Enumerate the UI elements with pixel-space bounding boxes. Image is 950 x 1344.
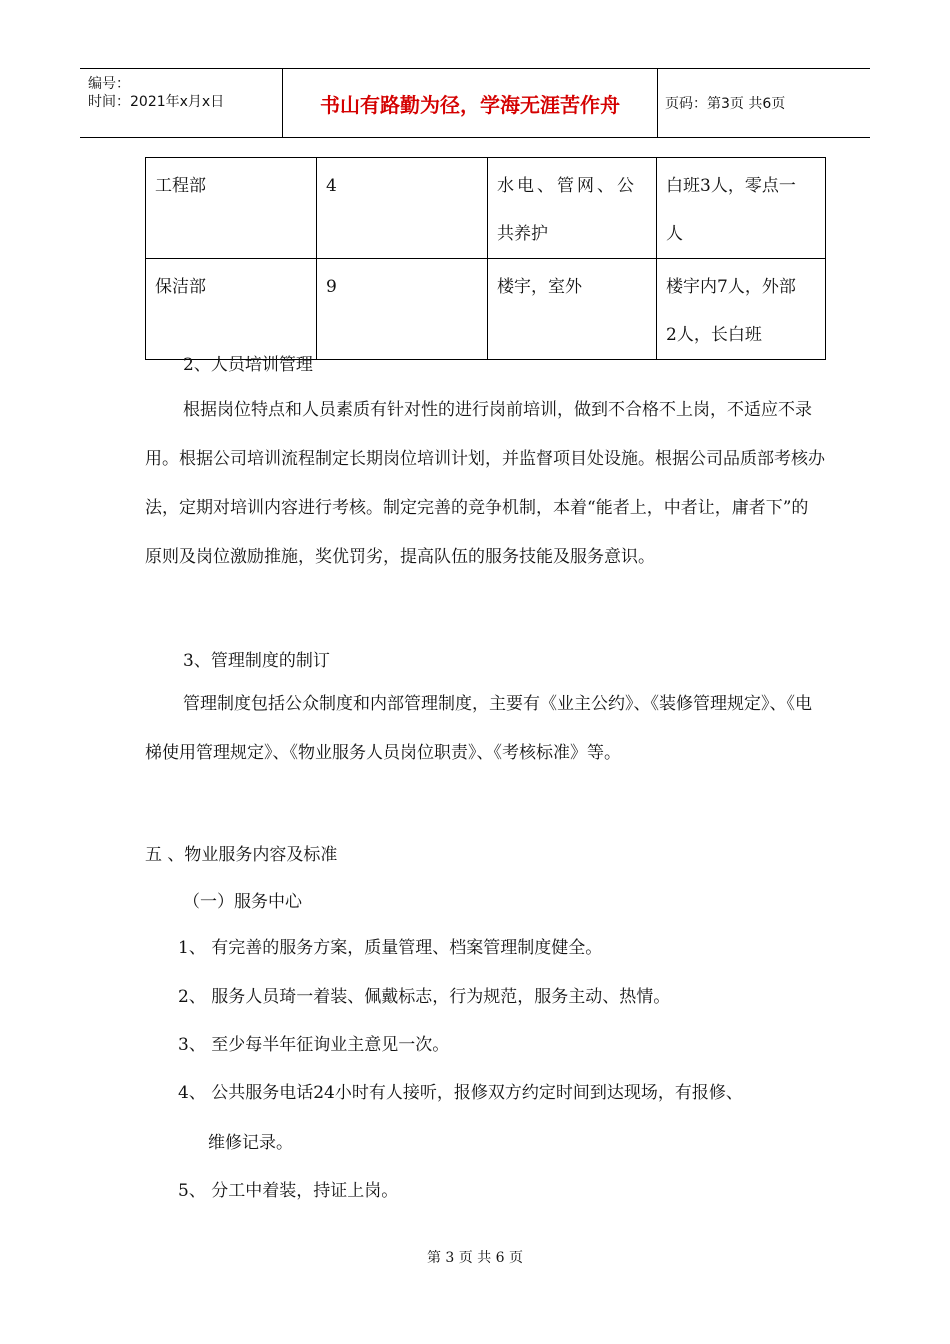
scope-line: 共养护 bbox=[497, 224, 548, 244]
table-cell-shift bbox=[657, 158, 826, 259]
shift-line: 人 bbox=[666, 224, 683, 244]
shift-line: 2人，长白班 bbox=[666, 325, 762, 345]
doc-time-label: 时间：2021年x月x日 bbox=[88, 94, 225, 110]
staff-table bbox=[145, 157, 826, 360]
table-cell-scope bbox=[488, 259, 657, 360]
scope-line: 楼宇，室外 bbox=[497, 277, 582, 297]
shift-line: 白班3人，零点一 bbox=[666, 176, 796, 196]
rules-paragraph: 管理制度包括公众制度和内部管理制度，主要有《业主公约》、《装修管理规定》、《电梯使用管理规定》、《物业服务人员岗位职责》、《考核标准》等。 bbox=[145, 694, 812, 763]
section-heading-training: 2、人员培训管理 bbox=[183, 355, 313, 375]
header-meta bbox=[80, 69, 283, 137]
list-item-continuation: 维修记录。 bbox=[208, 1133, 293, 1153]
header-motto: 书山有路勤为径，学海无涯苦作舟 bbox=[283, 69, 658, 137]
section-heading-services: 五 、物业服务内容及标准 bbox=[145, 845, 338, 865]
section-heading-rules: 3、管理制度的制订 bbox=[183, 651, 330, 671]
table-cell-dept: 保洁部 bbox=[146, 259, 317, 360]
table-row bbox=[146, 158, 826, 259]
page-footer: 第 3 页 共 6 页 bbox=[426, 1250, 524, 1266]
table-cell-count: 4 bbox=[317, 158, 488, 259]
list-item: 5、 分工中着装，持证上岗。 bbox=[178, 1181, 399, 1201]
table-cell-dept: 工程部 bbox=[146, 158, 317, 259]
table-row bbox=[146, 259, 826, 360]
table-cell-shift bbox=[657, 259, 826, 360]
shift-line: 楼宇内7人，外部 bbox=[666, 277, 796, 297]
scope-line: 水电、管网、公 bbox=[497, 176, 637, 196]
subsection-heading-service-center: （一）服务中心 bbox=[183, 892, 302, 912]
list-item: 1、 有完善的服务方案，质量管理、档案管理制度健全。 bbox=[178, 938, 603, 958]
training-paragraph: 根据岗位特点和人员素质有针对性的进行岗前培训，做到不合格不上岗，不适应不录用。根据公司培训流程制定长期岗位培训计划，并监督项目处设施。根据公司品质部考核办法，定期对培训内容进行考核。制定完善的竞争机制，本着“能者上，中者让，庸者下”的原则及岗位激励推施，奖优罚劣，提高队伍的服务技能及服务意识。 bbox=[145, 400, 825, 567]
header-page-info: 页码：第3页 共6页 bbox=[665, 96, 786, 112]
list-item: 3、 至少每半年征询业主意见一次。 bbox=[178, 1035, 450, 1055]
doc-number-label: 编号： bbox=[88, 76, 130, 92]
list-item: 4、 公共服务电话24小时有人接听，报修双方约定时间到达现场，有报修、 bbox=[178, 1083, 743, 1103]
list-item: 2、 服务人员琦一着装、佩戴标志，行为规范，服务主动、热情。 bbox=[178, 987, 671, 1007]
table-cell-scope bbox=[488, 158, 657, 259]
table-cell-count: 9 bbox=[317, 259, 488, 360]
page-header bbox=[80, 68, 870, 138]
